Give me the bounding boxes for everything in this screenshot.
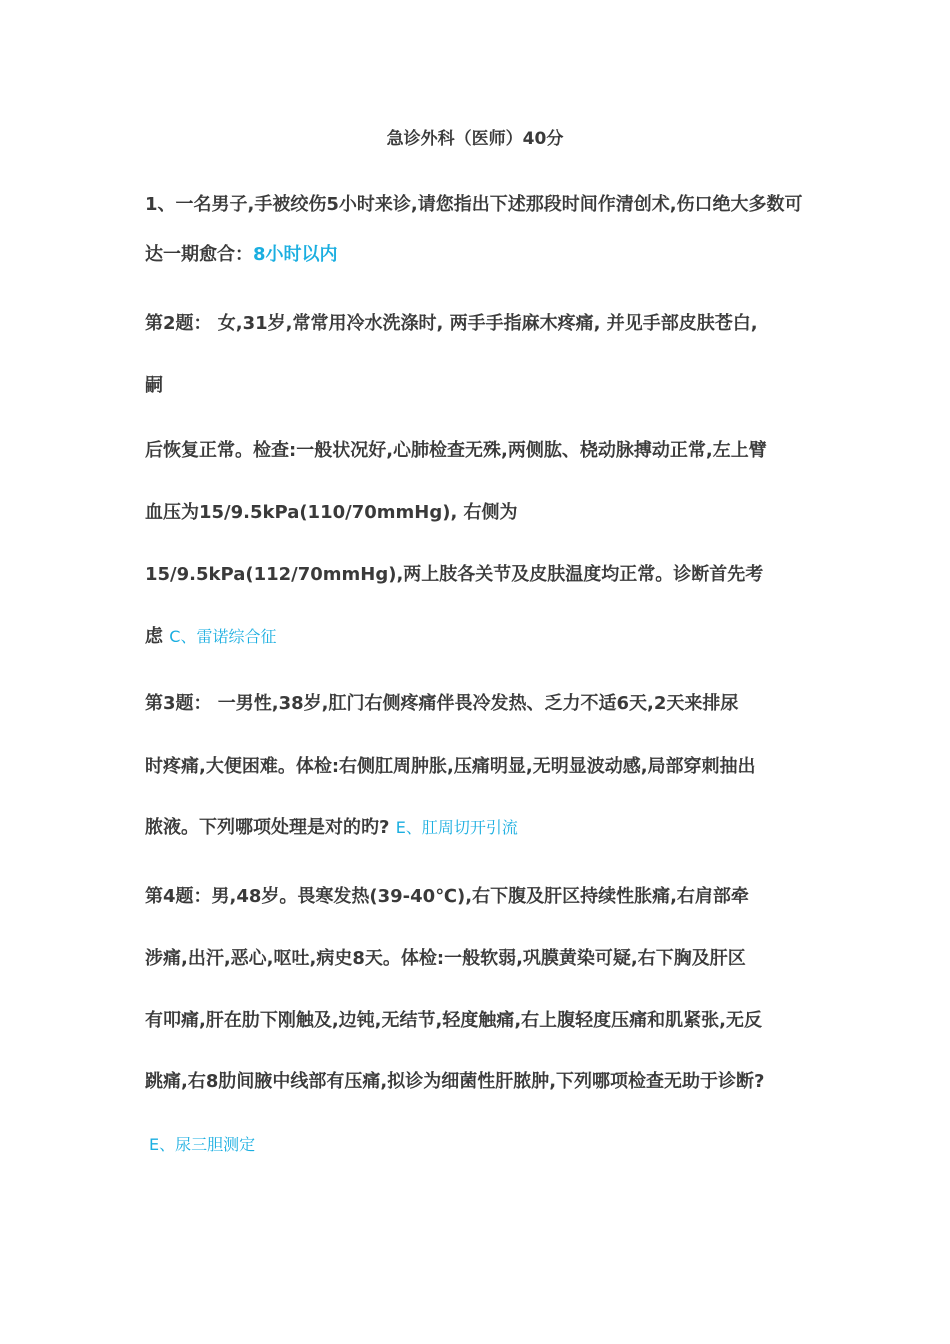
question-1-line-2 bbox=[145, 243, 338, 267]
question-1-line-1: 1、一名男子,手被绞伤5小时来诊,请您指出下述那段时间作清创术,伤口绝大多数可 bbox=[145, 194, 803, 215]
question-1-text: 达一期愈合 bbox=[145, 244, 235, 265]
question-4-line-1: 第4题：男,48岁。畏寒发热(39-40℃),右下腹及肝区持续性胀痛,右肩部牵 bbox=[145, 886, 749, 907]
question-3-text: 脓液。下列哪项处理是对的旳? bbox=[145, 817, 390, 838]
question-2-line-1: 第2题： 女,31岁,常常用冷水洗涤时, 两手手指麻木疼痛, 并见手部皮肤苍白, bbox=[145, 313, 758, 334]
question-4-line-4: 跳痛,右8肋间腋中线部有压痛,拟诊为细菌性肝脓肿,下列哪项检查无助于诊断? bbox=[145, 1071, 765, 1092]
question-3-line-2: 时疼痛,大便困难。体检:右侧肛周肿胀,压痛明显,无明显波动感,局部穿刺抽出 bbox=[145, 756, 756, 777]
question-3-line-3 bbox=[145, 816, 518, 840]
question-2-line-4: 血压为15/9.5kPa(110/70mmHg), 右侧为 bbox=[145, 502, 518, 523]
question-2-line-6 bbox=[145, 625, 276, 649]
question-2-line-2: 嗣 bbox=[145, 375, 163, 396]
question-3-answer: E、肛周切开引流 bbox=[395, 818, 518, 837]
question-4-answer: E、尿三胆测定 bbox=[149, 1135, 256, 1154]
question-2-line-3: 后恢复正常。检查:一般状况好,心肺检查无殊,两侧肱、桡动脉搏动正常,左上臂 bbox=[145, 440, 767, 461]
question-1-answer: 8小时以内 bbox=[253, 244, 338, 265]
question-1-colon: ： bbox=[235, 244, 253, 265]
question-4-line-2: 涉痛,出汗,恶心,呕吐,病史8天。体检:一般软弱,巩膜黄染可疑,右下胸及肝区 bbox=[145, 948, 746, 969]
question-2-text: 虑 bbox=[145, 626, 163, 647]
document-title: 急诊外科（医师）40分 bbox=[386, 129, 564, 149]
question-4-line-3: 有叩痛,肝在肋下刚触及,边钝,无结节,轻度触痛,右上腹轻度压痛和肌紧张,无反 bbox=[145, 1010, 763, 1031]
question-3-line-1: 第3题： 一男性,38岁,肛门右侧疼痛伴畏冷发热、乏力不适6天,2天来排尿 bbox=[145, 693, 739, 714]
question-2-answer: C、雷诺综合征 bbox=[169, 627, 277, 646]
question-2-line-5: 15/9.5kPa(112/70mmHg),两上肢各关节及皮肤温度均正常。诊断首先考 bbox=[145, 564, 764, 585]
